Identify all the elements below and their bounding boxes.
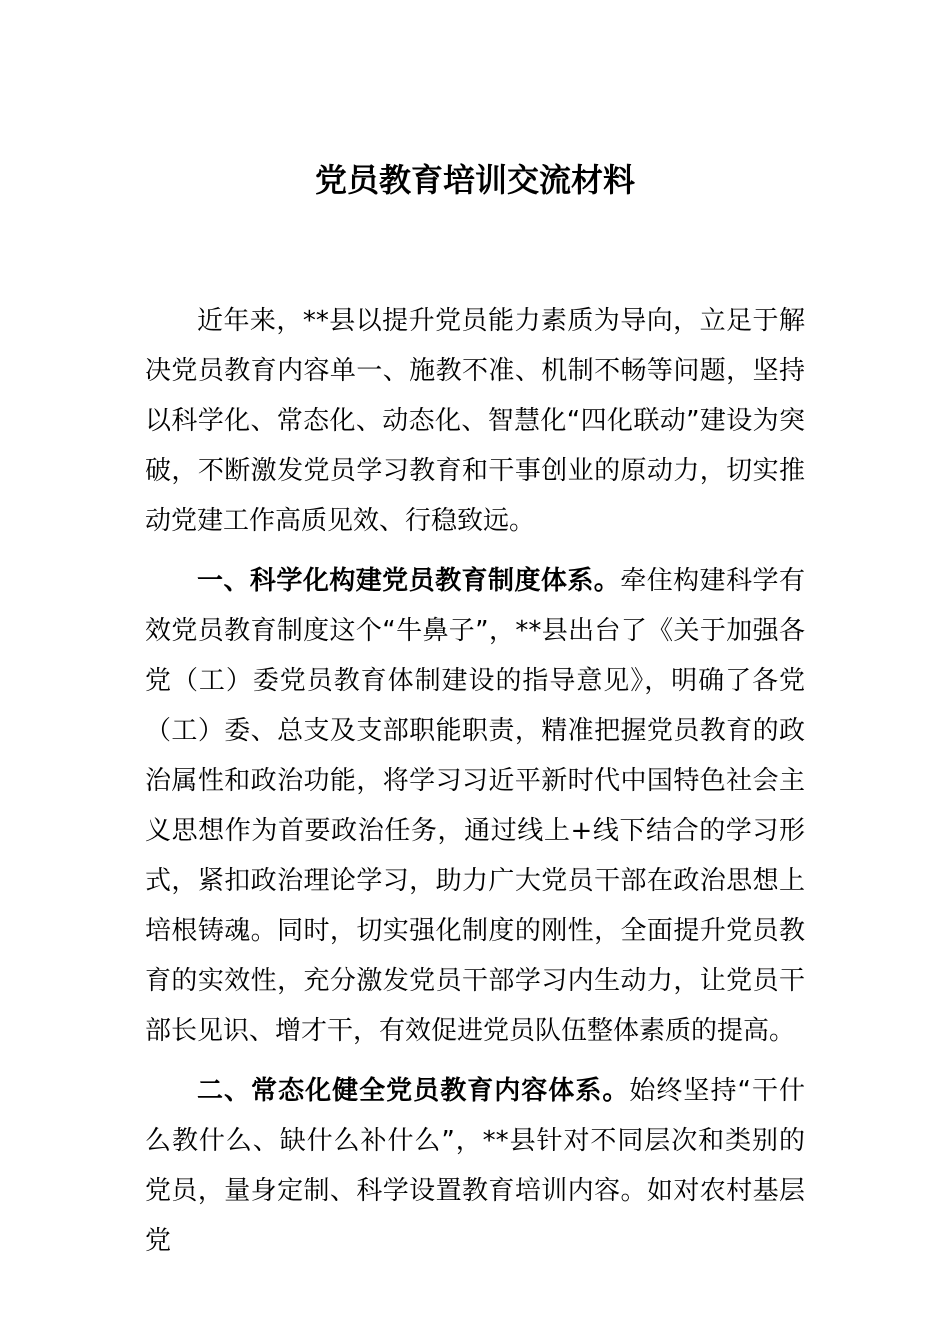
paragraph-section-1	[145, 556, 805, 1056]
paragraph-text: 始终坚持“干什么教什么、缺什么补什么”，**县针对不同层次和类别的党员，量身定制、科学设置教育培训内容。如对农村基层党	[145, 1076, 805, 1256]
paragraph-text: 牵住构建科学有效党员教育制度这个“牛鼻子”，**县出台了《关于加强各党（工）委党员教育体制建设的指导意见》，明确了各党（工）委、总支及支部职能职责，精准把握党员教育的政治属性和政治功能，将学习习近平新时代中国特色社会主义思想作为首要政治任务，通过线上+线下结合的学习形式，紧扣政治理论学习，助力广大党员干部在政治思想上培根铸魂。同时，切实强化制度的刚性，全面提升党员教育的实效性，充分激发党员干部学习内生动力，让党员干部长见识、增才干，有效促进党员队伍整体素质的提高。	[145, 566, 805, 1046]
paragraph-intro	[145, 296, 805, 546]
paragraph-section-2	[145, 1066, 805, 1266]
section-heading: 二、常态化健全党员教育内容体系。	[197, 1076, 630, 1106]
section-heading: 一、科学化构建党员教育制度体系。	[197, 566, 621, 596]
paragraph-text: 近年来，**县以提升党员能力素质为导向，立足于解决党员教育内容单一、施教不准、机制不畅等问题，坚持以科学化、常态化、动态化、智慧化“四化联动”建设为突破，不断激发党员学习教育和干事创业的原动力，切实推动党建工作高质见效、行稳致远。	[145, 306, 805, 536]
document-title: 党员教育培训交流材料	[314, 161, 635, 199]
